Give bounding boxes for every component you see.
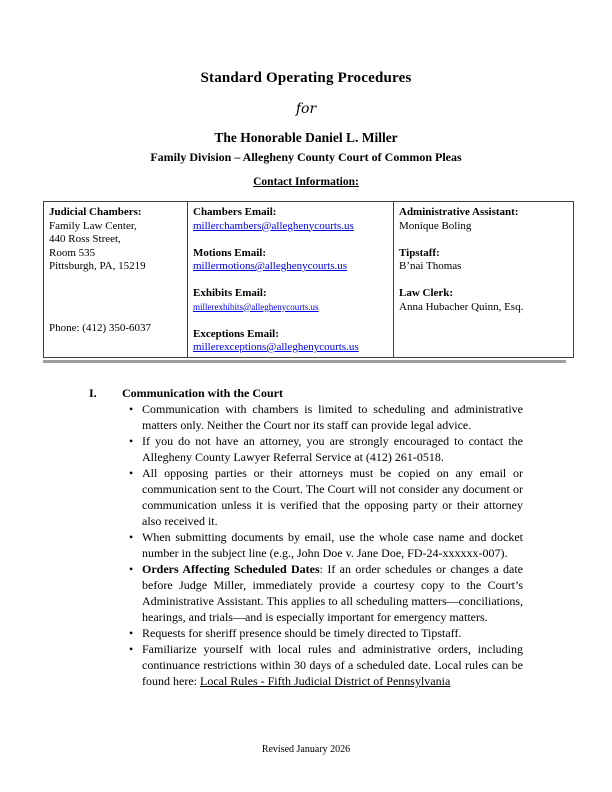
- section-heading: Communication with the Court: [122, 386, 283, 400]
- list-item: [129, 529, 523, 561]
- page-title: Standard Operating Procedures: [200, 70, 412, 86]
- chambers-email-link[interactable]: millerchambers@alleghenycourts.us: [193, 219, 354, 232]
- local-rules-link[interactable]: Local Rules - Fifth Judicial District of Pennsylvania: [199, 674, 451, 688]
- contact-information-heading: Contact Information:: [253, 176, 359, 188]
- staff-group: [399, 287, 568, 314]
- judicial-chambers-label: Judicial Chambers:: [49, 206, 142, 218]
- judge-name: The Honorable Daniel L. Miller: [214, 130, 398, 145]
- judicial-chambers-cell: [44, 202, 188, 358]
- address-line: 440 Ross Street,: [49, 233, 121, 245]
- exhibits-email-label: Exhibits Email:: [193, 287, 267, 299]
- bullet-icon: •: [129, 434, 134, 448]
- for-word: for: [295, 101, 317, 117]
- emails-cell: [188, 202, 394, 358]
- bullet-bold-text: Orders Affecting Scheduled Dates: [142, 562, 320, 576]
- section-heading-row: [89, 385, 525, 401]
- tipstaff-name: B’nai Thomas: [399, 260, 462, 272]
- bullet-text: All opposing parties or their attorneys must be copied on any email or communication sent to the Court. The Court will not consider any document or communication unless it is verified that the opposing party or their attorney also received it.: [142, 466, 523, 528]
- bullet-icon: •: [129, 402, 134, 416]
- bullet-icon: •: [129, 642, 134, 656]
- email-group: [193, 247, 388, 274]
- exhibits-email-link[interactable]: millerexhibits@alleghenycourts.us: [193, 301, 319, 312]
- staff-cell: [394, 202, 574, 358]
- contact-table: [43, 201, 574, 358]
- law-clerk-label: Law Clerk:: [399, 287, 454, 299]
- bullet-icon: •: [129, 626, 134, 640]
- bullet-list: [129, 401, 523, 689]
- administrative-assistant-label: Administrative Assistant:: [399, 206, 519, 218]
- list-item: [129, 433, 523, 465]
- chambers-phone: Phone: (412) 350-6037: [49, 321, 152, 334]
- revision-footer: Revised January 2026: [261, 744, 351, 755]
- list-item: [129, 641, 523, 689]
- email-group: [193, 328, 388, 355]
- list-item: [129, 465, 523, 529]
- email-group: [193, 206, 388, 233]
- administrative-assistant-name: Monique Boling: [399, 219, 472, 232]
- address-line: Family Law Center,: [49, 219, 137, 232]
- motions-email-label: Motions Email:: [193, 246, 267, 259]
- address-line: Pittsburgh, PA, 15219: [49, 260, 146, 272]
- tipstaff-label: Tipstaff:: [399, 246, 440, 259]
- section-communication: [89, 385, 525, 689]
- exceptions-email-label: Exceptions Email:: [193, 327, 279, 340]
- bullet-icon: •: [129, 530, 134, 544]
- address-line: Room 535: [49, 246, 96, 259]
- table-shadow: [43, 360, 566, 363]
- bullet-icon: •: [129, 562, 134, 576]
- list-item: [129, 625, 523, 641]
- list-item: [129, 561, 523, 625]
- list-item: [129, 401, 523, 433]
- staff-group: [399, 247, 568, 274]
- chambers-email-label: Chambers Email:: [193, 206, 277, 218]
- section-number: I.: [89, 386, 97, 400]
- law-clerk-name: Anna Hubacher Quinn, Esq.: [399, 300, 524, 313]
- bullet-text: Communication with chambers is limited to scheduling and administrative matters only. Neither the Court nor its staff can provide legal advice.: [142, 402, 523, 432]
- bullet-icon: •: [129, 466, 134, 480]
- email-group: [193, 287, 388, 314]
- bullet-text: Requests for sheriff presence should be timely directed to Tipstaff.: [142, 626, 462, 640]
- bullet-text: If you do not have an attorney, you are strongly encouraged to contact the Allegheny County Lawyer Referral Service at (412) 261-0518.: [142, 434, 523, 464]
- division-line: Family Division – Allegheny County Court of Common Pleas: [150, 150, 462, 164]
- bullet-text: : If an order schedules or changes a date before Judge Miller, immediately provide a courtesy copy to the Court’s Administrative Assistant. This applies to all scheduling matters—conciliations, hearings, and trials—and is especially important for emergency matters.: [142, 562, 523, 624]
- exceptions-email-link[interactable]: millerexceptions@alleghenycourts.us: [193, 341, 359, 353]
- staff-group: [399, 206, 568, 233]
- bullet-text: Familiarize yourself with local rules and administrative orders, including continuance restrictions within 30 days of a scheduled date. Local rules can be found here:: [142, 642, 523, 688]
- motions-email-link[interactable]: millermotions@alleghenycourts.us: [193, 260, 348, 272]
- bullet-text: When submitting documents by email, use the whole case name and docket number in the subject line (e.g., John Doe v. Jane Doe, FD-24-xxxxxx-007).: [142, 530, 523, 560]
